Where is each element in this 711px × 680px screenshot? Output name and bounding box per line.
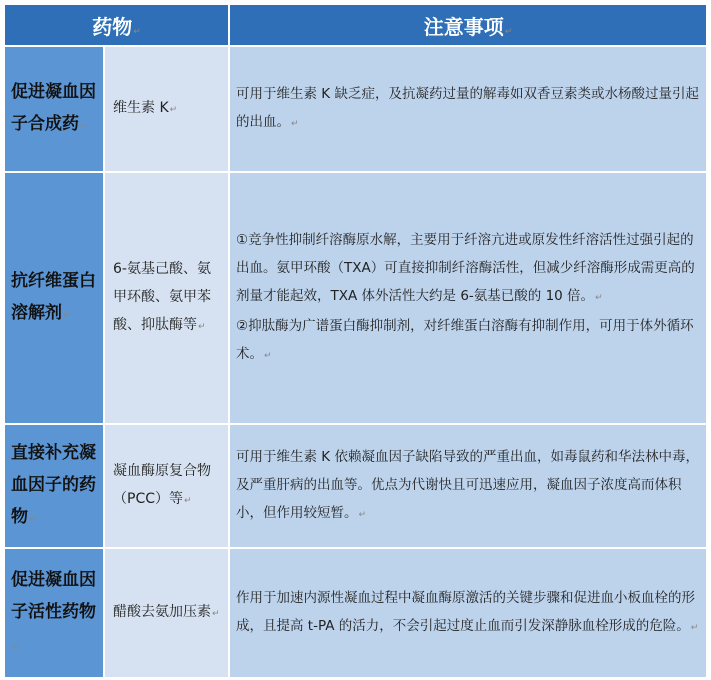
return-mark-icon: ↵ — [358, 510, 367, 520]
return-mark-icon: ↵ — [63, 310, 71, 321]
note-paragraph: ①竞争性抑制纤溶酶原水解，主要用于纤溶亢进或原发性纤溶活性过强引起的出血。氨甲环酸（TXA）可直接抑制纤溶酶活性，但减少纤溶酶形成需更高的剂量才能起效，TXA 体外活性大约是 6-氨基已酸的 10 倍。↵ — [236, 232, 695, 304]
return-mark-icon: ↵ — [184, 496, 192, 506]
drug-cell: 维生素 K↵ — [104, 46, 229, 172]
return-mark-icon: ↵ — [133, 26, 141, 37]
note-paragraph: 可用于维生素 K 缺乏症，及抗凝药过量的解毒如双香豆素类或水杨酸过量引起的出血。↵ — [236, 86, 699, 130]
header-row — [4, 4, 707, 46]
table-row — [4, 172, 707, 424]
header-notes: 注意事项↵ — [229, 4, 707, 46]
note-cell — [229, 172, 707, 424]
category-cell: 抗纤维蛋白溶解剂↵ — [4, 172, 104, 424]
return-mark-icon: ↵ — [198, 322, 206, 332]
table-row — [4, 548, 707, 678]
return-mark-icon: ↵ — [595, 293, 603, 303]
drug-cell: 凝血酶原复合物（PCC）等↵ — [104, 424, 229, 548]
note-paragraph: 可用于维生素 K 依赖凝血因子缺陷导致的严重出血，如毒鼠药和华法林中毒，及严重肝病的出血等。优点为代谢快且可迅速应用，凝血因子浓度高而体积小，但作用较短暂。↵ — [236, 449, 699, 521]
return-mark-icon: ↵ — [12, 641, 20, 652]
note-cell — [229, 548, 707, 678]
category-cell: 促进凝血因子合成药↵ — [4, 46, 104, 172]
note-paragraph: 作用于加速内源性凝血过程中凝血酶原激活的关键步骤和促进血小板血栓的形成，且提高 t-PA 的活力，不会引起过度止血而引发深静脉血栓形成的危险。↵ — [236, 590, 699, 634]
return-mark-icon: ↵ — [264, 351, 272, 361]
return-mark-icon: ↵ — [169, 105, 178, 115]
header-drug: 药物↵ — [4, 4, 229, 46]
return-mark-icon: ↵ — [291, 119, 299, 129]
note-cell — [229, 424, 707, 548]
table-row — [4, 424, 707, 548]
drug-cell: 醋酸去氨加压素↵ — [104, 548, 229, 678]
return-mark-icon: ↵ — [690, 623, 699, 633]
drug-cell: 6-氨基己酸、氨甲环酸、氨甲苯酸、抑肽酶等↵ — [104, 172, 229, 424]
return-mark-icon: ↵ — [212, 609, 220, 619]
table-row — [4, 46, 707, 172]
note-cell — [229, 46, 707, 172]
return-mark-icon: ↵ — [504, 26, 513, 37]
drug-notes-table — [3, 3, 708, 679]
note-paragraph: ②抑肽酶为广谱蛋白酶抑制剂，对纤维蛋白溶酶有抑制作用，可用于体外循环术。↵ — [236, 318, 694, 362]
return-mark-icon: ↵ — [29, 514, 37, 525]
category-cell: 直接补充凝血因子的药物↵ — [4, 424, 104, 548]
category-cell: 促进凝血因子活性药物↵ — [4, 548, 104, 678]
return-mark-icon: ↵ — [80, 121, 88, 132]
